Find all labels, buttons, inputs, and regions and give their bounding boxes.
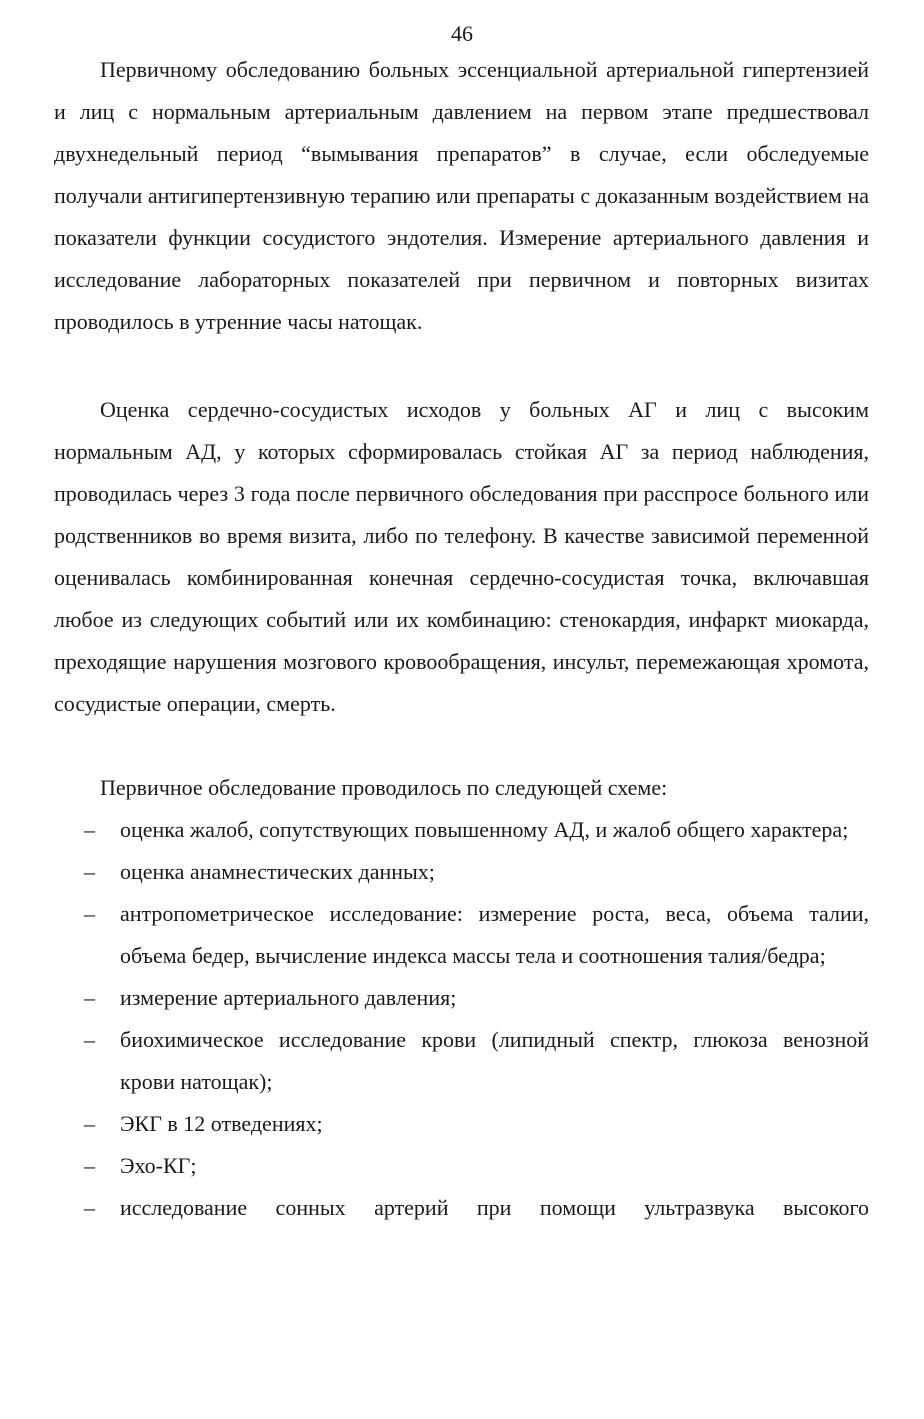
paragraph-text: Первичному обследованию больных эссенциальной артериальной гипертензией и лиц с нормальным артериальным давлением на первом этапе предшествовал двухнедельный период “вымывания препаратов” в случае, если обследуемые получали антигипертензивную терапию или препараты с доказанным воздействием на показатели функции сосудистого эндотелия. Измерение артериального давления и исследование лабораторных показателей при первичном и повторных визитах проводилось в утренние часы натощак. <box>54 57 869 334</box>
paragraph-text: Оценка сердечно-сосудистых исходов у больных АГ и лиц с высоким нормальным АД, у которых сформировалась стойкая АГ за период наблюдения, проводилась через 3 года после первичного обследования при расспросе больного или родственников во время визита, либо по телефону. В качестве зависимой переменной оценивалась комбинированная конечная сердечно-сосудистая точка, включавшая любое из следующих событий или их комбинацию: стенокардия, инфаркт миокарда, преходящие нарушения мозгового кровообращения, инсульт, перемежающая хромота, сосудистые операции, смерть. <box>54 397 869 716</box>
list-item <box>54 893 869 977</box>
dash-bullet: – <box>84 1195 95 1220</box>
paragraph-scheme-intro <box>54 767 869 809</box>
page-number: 46 <box>451 21 473 46</box>
dash-bullet: – <box>84 901 95 926</box>
paragraph-washout <box>54 49 869 343</box>
list-item-text: ЭКГ в 12 отведениях; <box>120 1111 323 1136</box>
paragraph-text: Первичное обследование проводилось по следующей схеме: <box>100 775 668 800</box>
dash-bullet: – <box>84 859 95 884</box>
list-item <box>54 851 869 893</box>
dash-bullet: – <box>84 1027 95 1052</box>
list-item <box>54 1019 869 1103</box>
list-item-text: оценка анамнестических данных; <box>120 859 435 884</box>
examination-list <box>54 809 869 1229</box>
list-item-text: измерение артериального давления; <box>120 985 457 1010</box>
dash-bullet: – <box>84 985 95 1010</box>
list-item-text: исследование сонных артерий при помощи ультразвука высокого <box>120 1195 869 1220</box>
list-item <box>54 1103 869 1145</box>
paragraph-outcomes <box>54 389 869 725</box>
list-item <box>54 809 869 851</box>
list-item-text: Эхо-КГ; <box>120 1153 197 1178</box>
list-item <box>54 977 869 1019</box>
dash-bullet: – <box>84 1153 95 1178</box>
dash-bullet: – <box>84 817 95 842</box>
list-item-text: оценка жалоб, сопутствующих повышенному АД, и жалоб общего характера; <box>120 817 849 842</box>
list-item <box>54 1187 869 1229</box>
dash-bullet: – <box>84 1111 95 1136</box>
list-item-text: биохимическое исследование крови (липидный спектр, глюкоза венозной крови натощак); <box>120 1027 869 1094</box>
list-item <box>54 1145 869 1187</box>
list-item-text: антропометрическое исследование: измерение роста, веса, объема талии, объема бедер, вычисление индекса массы тела и соотношения талия/бедра; <box>120 901 869 968</box>
